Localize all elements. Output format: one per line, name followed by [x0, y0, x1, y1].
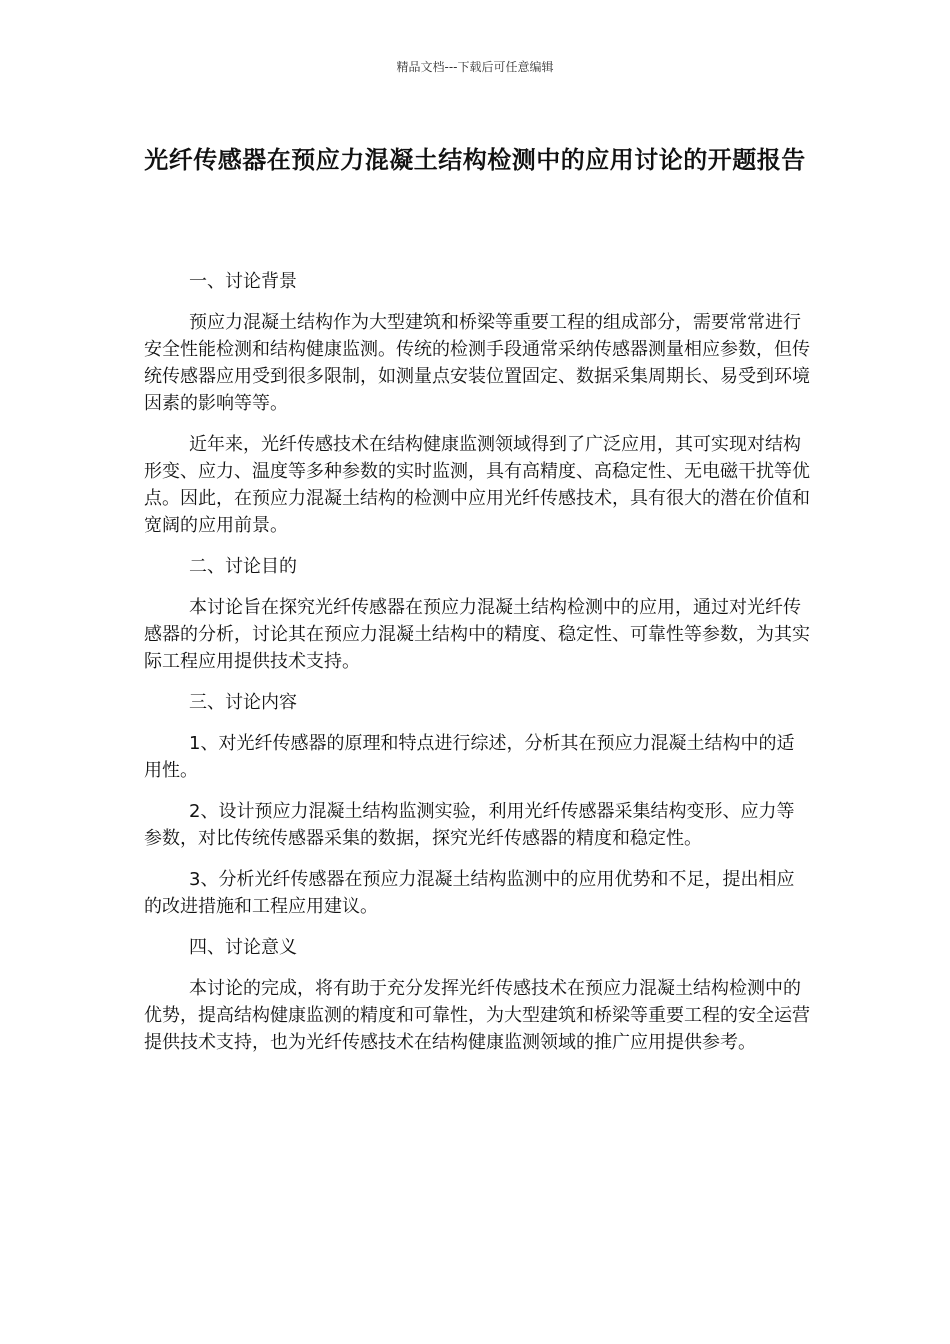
- header-note: 精品文档---下载后可任意编辑: [396, 60, 554, 74]
- list-item: 3、分析光纤传感器在预应力混凝土结构监测中的应用优势和不足，提出相应的改进措施和工程应用建议。: [144, 869, 795, 917]
- paragraph: 本讨论的完成，将有助于充分发挥光纤传感技术在预应力混凝土结构检测中的优势，提高结构健康监测的精度和可靠性，为大型建筑和桥梁等重要工程的安全运营提供技术支持，也为光纤传感技术在结构健康监测领域的推广应用提供参考。: [144, 978, 810, 1053]
- section-heading: 一、讨论背景: [189, 271, 297, 292]
- paragraph: 近年来，光纤传感技术在结构健康监测领域得到了广泛应用，其可实现对结构形变、应力、温度等多种参数的实时监测，具有高精度、高稳定性、无电磁干扰等优点。因此，在预应力混凝土结构的检测中应用光纤传感技术，具有很大的潜在价值和宽阔的应用前景。: [144, 434, 810, 536]
- paragraph: 预应力混凝土结构作为大型建筑和桥梁等重要工程的组成部分，需要常常进行安全性能检测和结构健康监测。传统的检测手段通常采纳传感器测量相应参数，但传统传感器应用受到很多限制，如测量点安装位置固定、数据采集周期长、易受到环境因素的影响等等。: [144, 312, 810, 414]
- section-significance: [144, 934, 812, 1056]
- list-item: 1、对光纤传感器的原理和特点进行综述，分析其在预应力混凝土结构中的适用性。: [144, 733, 795, 781]
- section-heading: 三、讨论内容: [189, 692, 297, 713]
- document-body: [144, 268, 812, 1070]
- document-title: 光纤传感器在预应力混凝土结构检测中的应用讨论的开题报告: [144, 146, 806, 174]
- section-content: [144, 689, 812, 920]
- list-item: 2、设计预应力混凝土结构监测实验，利用光纤传感器采集结构变形、应力等参数，对比传统传感器采集的数据，探究光纤传感器的精度和稳定性。: [144, 801, 795, 849]
- section-heading: 四、讨论意义: [189, 937, 297, 958]
- section-purpose: [144, 553, 812, 675]
- paragraph: 本讨论旨在探究光纤传感器在预应力混凝土结构检测中的应用，通过对光纤传感器的分析，讨论其在预应力混凝土结构中的精度、稳定性、可靠性等参数，为其实际工程应用提供技术支持。: [144, 597, 810, 672]
- section-heading: 二、讨论目的: [189, 556, 297, 577]
- section-background: [144, 268, 812, 539]
